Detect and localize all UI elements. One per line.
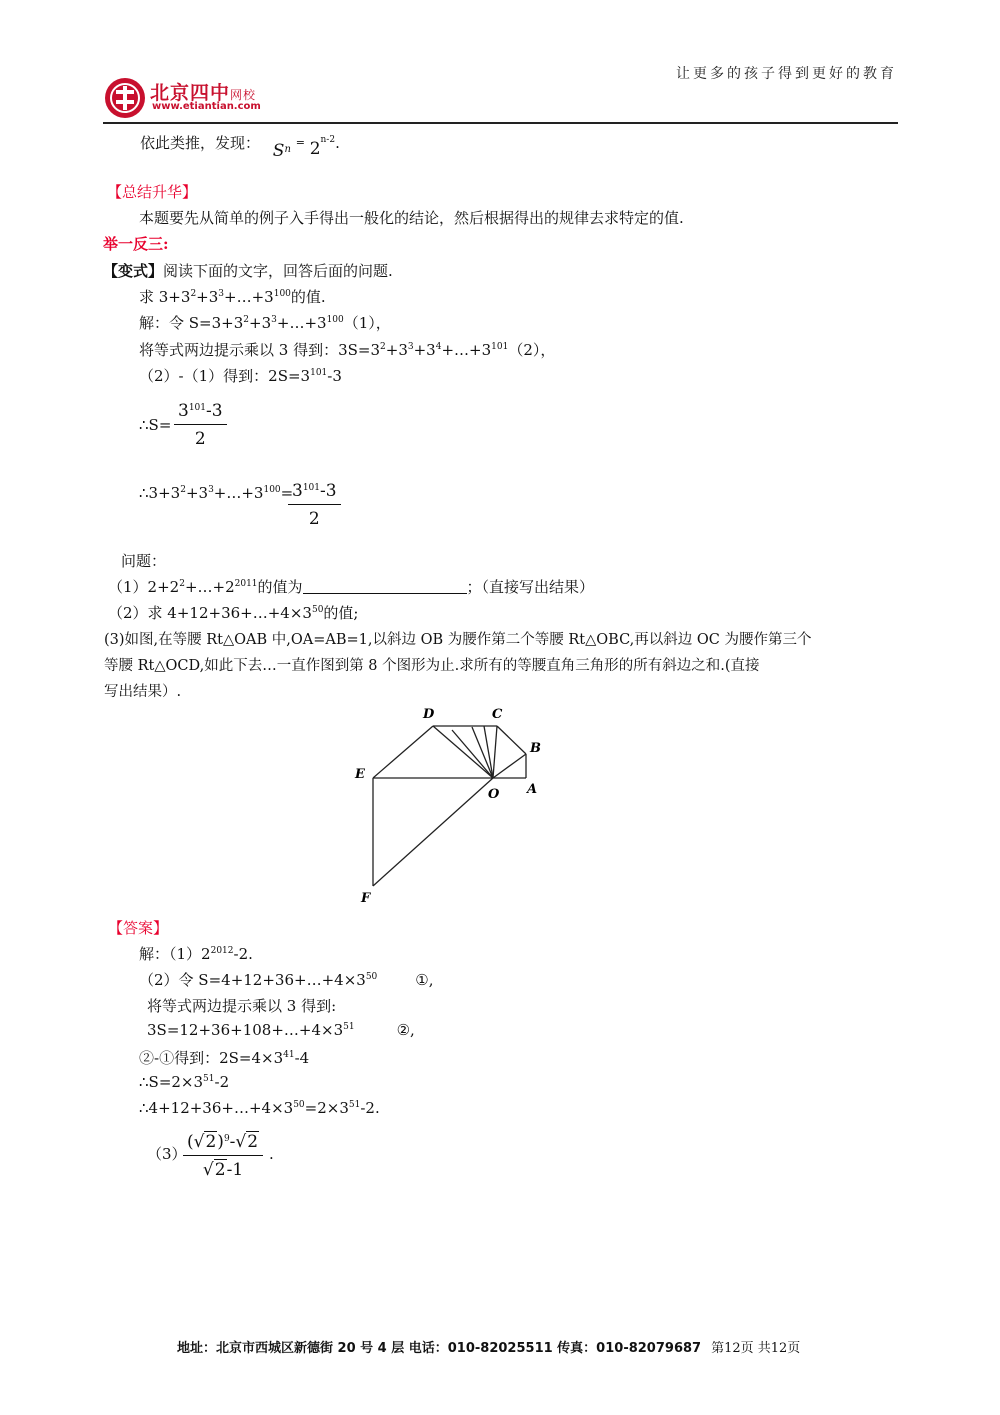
answer-line-2: （2）令 $S=4+12+36+\dots+4\times 3^{50}$ ①,	[139, 971, 434, 989]
question-2: （2）求 $4+12+36+\dots+4\times 3^{50}$的值;	[108, 604, 359, 622]
question-3-line-3: 写出结果）.	[104, 684, 182, 700]
answer-line-4: $3S=12+36+108+\dots+4\times 3^{51}$ ②,	[147, 1021, 415, 1039]
fan-line-2	[472, 727, 493, 778]
fan-line-1	[452, 730, 493, 778]
answer-heading: 【答案】	[108, 919, 169, 937]
summary-body: 本题要先从简单的例子入手得出一般化的结论，然后根据得出的规律去求特定的值.	[139, 209, 684, 227]
variant-prompt: 【变式】阅读下面的文字，回答后面的问题.	[103, 262, 393, 280]
variant-line-1: 求 $3+3^2+3^3+\dots+3^{100}$的值.	[139, 288, 326, 306]
variant-line-2: 解：令 $S=3+3^2+3^3+\dots+3^{100}(1)$，	[139, 314, 391, 332]
label-d: D	[423, 707, 435, 722]
logo-title: 北京四中网校	[150, 82, 257, 104]
label-a: A	[527, 782, 538, 797]
variant-heading: 举一反三:	[103, 235, 169, 253]
question-1: $(1)2+2^2+\dots+2^{2011}$的值为 ；（直接写出结果）	[108, 578, 595, 596]
edge-bc	[497, 726, 526, 754]
variant-fraction-2-prefix: $\therefore 3+3^2+3^3+\dots+3^{100}=$	[139, 484, 294, 502]
edge-de	[373, 726, 433, 778]
answer-line-8-label: （3）	[147, 1145, 187, 1163]
variant-fraction-1-prefix: ∴S=	[139, 416, 172, 434]
intro-line: 依此类推，发现： $S_n = 2^{n-2}$.	[140, 134, 340, 161]
questions-label: 问题：	[121, 552, 167, 570]
question-3-line-2: 等腰 Rt△OCD,如此下去…一直作图到第 8 个图形为止.求所有的等腰直角三角形的所有斜边之和.(直接	[104, 658, 760, 674]
header-slogan: 让更多的孩子得到更好的教育	[676, 66, 897, 82]
edge-od	[433, 726, 493, 778]
header-divider	[103, 122, 898, 124]
edge-oc	[493, 726, 497, 778]
answer-line-5: ②-①得到：$2S=4\times 3^{41}-4$	[139, 1049, 310, 1067]
label-c: C	[492, 707, 503, 722]
edge-ob	[493, 754, 526, 778]
answer-fraction-3: $\frac{(√2)^9-√2}{√2-1}$	[183, 1132, 263, 1180]
answer-line-3: 将等式两边提示乘以 3 得到:	[147, 997, 337, 1015]
label-o: O	[488, 787, 500, 802]
question-3-line-1: (3)如图,在等腰 Rt△OAB 中,OA=AB=1,以斜边 OB 为腰作第二个等腰 Rt△OBC,再以斜边 OC 为腰作第三个	[104, 632, 812, 648]
label-b: B	[530, 741, 541, 756]
summary-heading: 【总结升华】	[107, 183, 198, 201]
variant-line-4: （2）-（1）得到：$2S=3^{101}-3$	[139, 367, 342, 385]
isosceles-triangle-figure	[340, 700, 560, 910]
edge-of	[373, 778, 493, 886]
label-e: E	[355, 767, 365, 782]
answer-line-8-tail: .	[269, 1145, 274, 1163]
variant-fraction-2: $\frac{3^{101}-3}{2}$	[288, 481, 341, 529]
answer-line-1: 解：$(1)2^{2012}-2$.	[139, 945, 253, 963]
answer-line-6: $\therefore S=2\times 3^{51}-2$	[139, 1073, 230, 1091]
variant-fraction-1: $\frac{3^{101}-3}{2}$	[174, 401, 227, 449]
answer-line-7: $\therefore 4+12+36+\dots+4\times 3^{50}=2\times 3^{51}-2$.	[139, 1099, 380, 1117]
answer-blank	[303, 579, 467, 594]
variant-line-3: 将等式两边提示乘以 3 得到：$3S=3^2+3^3+3^4+\dots+3^{101}(2)$，	[139, 341, 556, 359]
fan-line-3	[484, 726, 493, 778]
label-f: F	[361, 891, 371, 906]
logo-url: www.etiantian.com	[152, 101, 261, 112]
page-footer: 地址：北京市西城区新德街 20 号 4 层 电话：010-82025511 传真：010-82079687 第12页 共12页	[177, 1341, 801, 1356]
